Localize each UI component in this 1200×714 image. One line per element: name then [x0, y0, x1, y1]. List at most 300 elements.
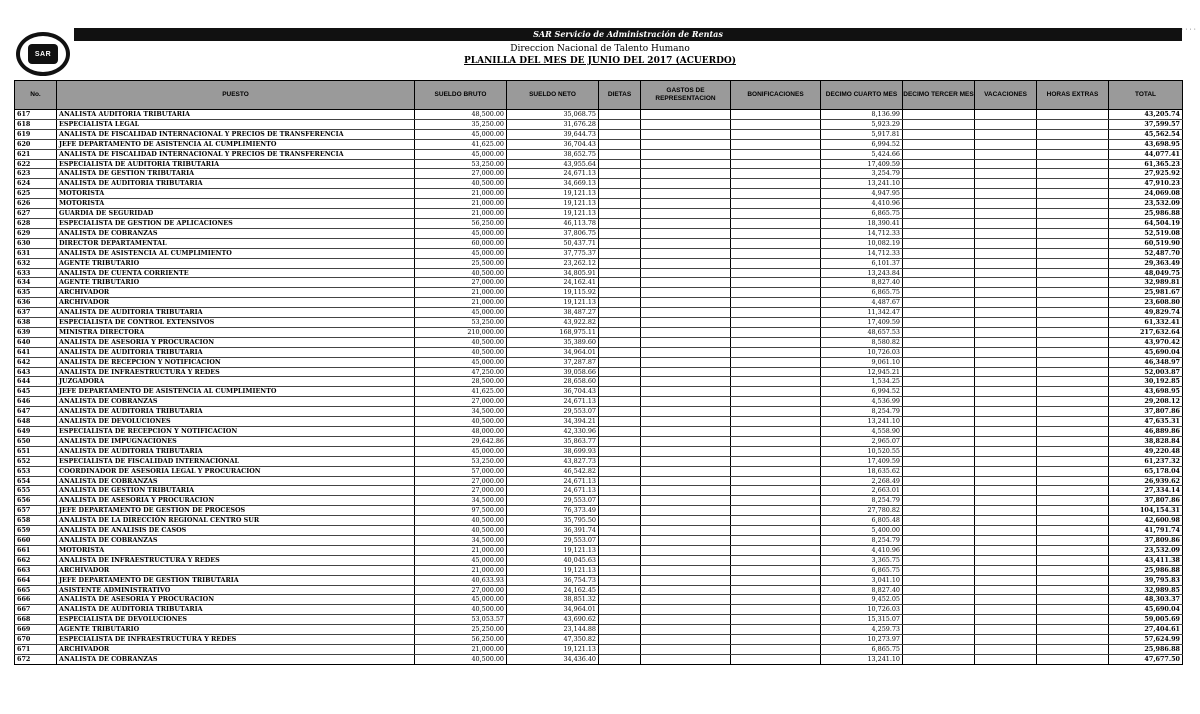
row-total: 45,690.04	[1109, 605, 1183, 615]
row-sueldo-neto: 31,676.28	[507, 119, 599, 129]
row-decimo-tercer	[903, 496, 975, 506]
row-horas-extras	[1037, 545, 1109, 555]
row-gastos-representacion	[641, 228, 731, 238]
row-total: 43,698.95	[1109, 139, 1183, 149]
row-bonificaciones	[731, 535, 821, 545]
row-bonificaciones	[731, 644, 821, 654]
row-sueldo-bruto: 21,000.00	[415, 199, 507, 209]
row-total: 43,205.74	[1109, 110, 1183, 120]
row-sueldo-bruto: 27,000.00	[415, 486, 507, 496]
row-number: 640	[15, 337, 57, 347]
row-number: 650	[15, 436, 57, 446]
row-bonificaciones	[731, 318, 821, 328]
row-dietas	[599, 347, 641, 357]
row-sueldo-neto: 47,350.82	[507, 635, 599, 645]
row-gastos-representacion	[641, 407, 731, 417]
row-dietas	[599, 496, 641, 506]
row-gastos-representacion	[641, 654, 731, 664]
row-bonificaciones	[731, 565, 821, 575]
row-puesto: ANALISTA DE COBRANZAS	[57, 397, 415, 407]
row-bonificaciones	[731, 308, 821, 318]
row-sueldo-neto: 29,553.07	[507, 535, 599, 545]
row-decimo-cuarto: 5,424.66	[821, 149, 903, 159]
row-dietas	[599, 248, 641, 258]
row-sueldo-bruto: 45,000.00	[415, 555, 507, 565]
row-vacaciones	[975, 298, 1037, 308]
row-decimo-cuarto: 4,947.95	[821, 189, 903, 199]
row-decimo-tercer	[903, 427, 975, 437]
row-horas-extras	[1037, 605, 1109, 615]
row-dietas	[599, 397, 641, 407]
row-puesto: AGENTE TRIBUTARIO	[57, 258, 415, 268]
row-total: 52,003.87	[1109, 367, 1183, 377]
row-total: 25,986.88	[1109, 565, 1183, 575]
row-gastos-representacion	[641, 506, 731, 516]
row-horas-extras	[1037, 149, 1109, 159]
row-puesto: ANALISTA DE RECEPCION Y NOTIFICACION	[57, 357, 415, 367]
table-row	[15, 149, 1183, 159]
row-bonificaciones	[731, 466, 821, 476]
row-number: 660	[15, 535, 57, 545]
table-row	[15, 595, 1183, 605]
row-decimo-tercer	[903, 357, 975, 367]
row-vacaciones	[975, 347, 1037, 357]
row-dietas	[599, 119, 641, 129]
row-number: 635	[15, 288, 57, 298]
row-decimo-cuarto: 4,410.96	[821, 199, 903, 209]
row-puesto: ANALISTA DE COBRANZAS	[57, 535, 415, 545]
row-decimo-tercer	[903, 555, 975, 565]
row-decimo-cuarto: 11,342.47	[821, 308, 903, 318]
row-dietas	[599, 466, 641, 476]
row-total: 44,077.41	[1109, 149, 1183, 159]
table-row	[15, 189, 1183, 199]
row-vacaciones	[975, 605, 1037, 615]
col-header-total: TOTAL	[1109, 81, 1183, 110]
row-dietas	[599, 238, 641, 248]
row-total: 25,981.67	[1109, 288, 1183, 298]
row-gastos-representacion	[641, 327, 731, 337]
row-decimo-cuarto: 48,657.53	[821, 327, 903, 337]
row-decimo-cuarto: 8,827.40	[821, 585, 903, 595]
row-vacaciones	[975, 407, 1037, 417]
row-dietas	[599, 367, 641, 377]
row-number: 661	[15, 545, 57, 555]
row-sueldo-neto: 19,121.13	[507, 189, 599, 199]
table-row	[15, 585, 1183, 595]
row-puesto: ANALISTA DE ASESORIA Y PROCURACION	[57, 337, 415, 347]
row-sueldo-neto: 19,121.13	[507, 644, 599, 654]
row-sueldo-bruto: 27,000.00	[415, 585, 507, 595]
row-decimo-tercer	[903, 367, 975, 377]
row-sueldo-neto: 19,121.13	[507, 209, 599, 219]
row-puesto: ANALISTA DE CUENTA CORRIENTE	[57, 268, 415, 278]
row-sueldo-neto: 43,922.82	[507, 318, 599, 328]
row-dietas	[599, 516, 641, 526]
row-decimo-cuarto: 5,917.81	[821, 129, 903, 139]
row-decimo-cuarto: 10,520.55	[821, 446, 903, 456]
row-decimo-cuarto: 4,536.99	[821, 397, 903, 407]
row-sueldo-bruto: 35,250.00	[415, 119, 507, 129]
row-sueldo-bruto: 45,000.00	[415, 228, 507, 238]
row-decimo-tercer	[903, 605, 975, 615]
row-horas-extras	[1037, 129, 1109, 139]
row-dietas	[599, 417, 641, 427]
row-puesto: ARCHIVADOR	[57, 565, 415, 575]
row-number: 638	[15, 318, 57, 328]
row-decimo-cuarto: 3,041.10	[821, 575, 903, 585]
row-gastos-representacion	[641, 199, 731, 209]
row-sueldo-neto: 36,704.43	[507, 139, 599, 149]
row-vacaciones	[975, 308, 1037, 318]
row-dietas	[599, 169, 641, 179]
row-sueldo-neto: 23,262.12	[507, 258, 599, 268]
row-bonificaciones	[731, 436, 821, 446]
row-horas-extras	[1037, 278, 1109, 288]
table-row	[15, 456, 1183, 466]
row-decimo-tercer	[903, 337, 975, 347]
col-header-decimo-cuarto: DECIMO CUARTO MES	[821, 81, 903, 110]
row-decimo-cuarto: 2,965.07	[821, 436, 903, 446]
table-row	[15, 635, 1183, 645]
row-gastos-representacion	[641, 397, 731, 407]
row-horas-extras	[1037, 456, 1109, 466]
row-decimo-cuarto: 6,994.52	[821, 139, 903, 149]
row-decimo-cuarto: 13,241.10	[821, 179, 903, 189]
row-vacaciones	[975, 555, 1037, 565]
row-vacaciones	[975, 427, 1037, 437]
table-row	[15, 209, 1183, 219]
row-vacaciones	[975, 327, 1037, 337]
row-vacaciones	[975, 387, 1037, 397]
row-decimo-tercer	[903, 347, 975, 357]
row-total: 25,986.88	[1109, 209, 1183, 219]
row-decimo-cuarto: 4,487.67	[821, 298, 903, 308]
row-decimo-cuarto: 10,726.03	[821, 347, 903, 357]
row-dietas	[599, 486, 641, 496]
row-decimo-cuarto: 18,635.62	[821, 466, 903, 476]
row-vacaciones	[975, 129, 1037, 139]
row-dietas	[599, 189, 641, 199]
row-total: 52,519.08	[1109, 228, 1183, 238]
row-sueldo-bruto: 21,000.00	[415, 565, 507, 575]
row-bonificaciones	[731, 456, 821, 466]
row-number: 649	[15, 427, 57, 437]
table-row	[15, 545, 1183, 555]
row-sueldo-neto: 38,699.93	[507, 446, 599, 456]
row-dietas	[599, 595, 641, 605]
row-gastos-representacion	[641, 526, 731, 536]
row-decimo-cuarto: 2,268.49	[821, 476, 903, 486]
row-vacaciones	[975, 278, 1037, 288]
row-bonificaciones	[731, 258, 821, 268]
row-gastos-representacion	[641, 159, 731, 169]
row-vacaciones	[975, 615, 1037, 625]
col-header-puesto: PUESTO	[57, 81, 415, 110]
row-puesto: COORDINADOR DE ASESORIA LEGAL Y PROCURACION	[57, 466, 415, 476]
row-decimo-cuarto: 4,410.96	[821, 545, 903, 555]
row-horas-extras	[1037, 486, 1109, 496]
row-vacaciones	[975, 318, 1037, 328]
row-gastos-representacion	[641, 615, 731, 625]
table-row	[15, 159, 1183, 169]
row-gastos-representacion	[641, 496, 731, 506]
row-decimo-tercer	[903, 179, 975, 189]
row-sueldo-neto: 19,121.13	[507, 199, 599, 209]
table-row	[15, 169, 1183, 179]
row-sueldo-neto: 23,144.88	[507, 625, 599, 635]
row-sueldo-bruto: 29,642.86	[415, 436, 507, 446]
row-bonificaciones	[731, 595, 821, 605]
row-sueldo-neto: 34,436.40	[507, 654, 599, 664]
row-bonificaciones	[731, 625, 821, 635]
row-bonificaciones	[731, 347, 821, 357]
row-horas-extras	[1037, 228, 1109, 238]
row-horas-extras	[1037, 644, 1109, 654]
row-decimo-cuarto: 14,712.33	[821, 228, 903, 238]
row-dietas	[599, 654, 641, 664]
row-vacaciones	[975, 337, 1037, 347]
row-decimo-tercer	[903, 228, 975, 238]
row-puesto: ESPECIALISTA DE RECEPCION Y NOTIFICACION	[57, 427, 415, 437]
row-horas-extras	[1037, 565, 1109, 575]
row-decimo-tercer	[903, 169, 975, 179]
row-gastos-representacion	[641, 357, 731, 367]
row-decimo-tercer	[903, 615, 975, 625]
row-total: 49,220.48	[1109, 446, 1183, 456]
row-puesto: ANALISTA DE INFRAESTRUCTURA Y REDES	[57, 555, 415, 565]
row-vacaciones	[975, 506, 1037, 516]
row-vacaciones	[975, 288, 1037, 298]
table-row	[15, 427, 1183, 437]
row-dietas	[599, 506, 641, 516]
row-decimo-tercer	[903, 635, 975, 645]
row-sueldo-neto: 19,121.13	[507, 545, 599, 555]
row-gastos-representacion	[641, 555, 731, 565]
row-total: 43,698.95	[1109, 387, 1183, 397]
row-dietas	[599, 615, 641, 625]
sar-logo	[16, 32, 70, 76]
row-total: 43,970.42	[1109, 337, 1183, 347]
row-decimo-cuarto: 27,780.82	[821, 506, 903, 516]
row-horas-extras	[1037, 258, 1109, 268]
table-row	[15, 228, 1183, 238]
row-dietas	[599, 456, 641, 466]
row-total: 52,487.70	[1109, 248, 1183, 258]
row-gastos-representacion	[641, 189, 731, 199]
row-number: 659	[15, 526, 57, 536]
row-sueldo-neto: 35,389.60	[507, 337, 599, 347]
row-number: 652	[15, 456, 57, 466]
row-decimo-tercer	[903, 139, 975, 149]
row-gastos-representacion	[641, 169, 731, 179]
row-total: 38,828.84	[1109, 436, 1183, 446]
table-row	[15, 357, 1183, 367]
row-decimo-tercer	[903, 119, 975, 129]
row-decimo-cuarto: 3,254.79	[821, 169, 903, 179]
row-sueldo-neto: 43,690.62	[507, 615, 599, 625]
row-gastos-representacion	[641, 278, 731, 288]
row-vacaciones	[975, 238, 1037, 248]
row-sueldo-bruto: 34,500.00	[415, 496, 507, 506]
row-decimo-tercer	[903, 545, 975, 555]
banner-title: SAR Servicio de Administración de Rentas	[533, 29, 723, 39]
row-puesto: ARCHIVADOR	[57, 298, 415, 308]
row-horas-extras	[1037, 466, 1109, 476]
row-horas-extras	[1037, 635, 1109, 645]
row-bonificaciones	[731, 248, 821, 258]
row-horas-extras	[1037, 506, 1109, 516]
row-bonificaciones	[731, 327, 821, 337]
row-sueldo-bruto: 45,000.00	[415, 308, 507, 318]
row-vacaciones	[975, 535, 1037, 545]
row-bonificaciones	[731, 149, 821, 159]
row-gastos-representacion	[641, 387, 731, 397]
row-sueldo-bruto: 21,000.00	[415, 288, 507, 298]
table-row	[15, 238, 1183, 248]
row-decimo-tercer	[903, 466, 975, 476]
table-body	[15, 110, 1183, 665]
row-decimo-cuarto: 14,712.33	[821, 248, 903, 258]
row-bonificaciones	[731, 179, 821, 189]
row-decimo-tercer	[903, 268, 975, 278]
row-vacaciones	[975, 149, 1037, 159]
row-horas-extras	[1037, 337, 1109, 347]
row-puesto: JEFE DEPARTAMENTO DE GESTION TRIBUTARIA	[57, 575, 415, 585]
row-decimo-cuarto: 9,452.05	[821, 595, 903, 605]
row-sueldo-neto: 24,162.45	[507, 585, 599, 595]
row-puesto: ESPECIALISTA DE DEVOLUCIONES	[57, 615, 415, 625]
row-total: 37,809.86	[1109, 535, 1183, 545]
direccion-title: Direccion Nacional de Talento Humano	[510, 44, 690, 54]
row-sueldo-neto: 34,669.13	[507, 179, 599, 189]
row-horas-extras	[1037, 367, 1109, 377]
row-vacaciones	[975, 625, 1037, 635]
table-row	[15, 248, 1183, 258]
row-decimo-cuarto: 9,061.10	[821, 357, 903, 367]
row-dietas	[599, 644, 641, 654]
row-puesto: ESPECIALISTA DE AUDITORIA TRIBUTARIA	[57, 159, 415, 169]
row-total: 64,504.19	[1109, 218, 1183, 228]
row-sueldo-neto: 34,964.01	[507, 347, 599, 357]
row-number: 636	[15, 298, 57, 308]
row-bonificaciones	[731, 139, 821, 149]
row-horas-extras	[1037, 159, 1109, 169]
row-horas-extras	[1037, 516, 1109, 526]
row-gastos-representacion	[641, 347, 731, 357]
table-row	[15, 506, 1183, 516]
row-decimo-tercer	[903, 248, 975, 258]
row-gastos-representacion	[641, 337, 731, 347]
row-gastos-representacion	[641, 427, 731, 437]
row-bonificaciones	[731, 367, 821, 377]
row-decimo-cuarto: 8,580.82	[821, 337, 903, 347]
row-gastos-representacion	[641, 248, 731, 258]
row-sueldo-bruto: 45,000.00	[415, 595, 507, 605]
col-header-gastos-representacion: GASTOS DE REPRESENTACION	[641, 81, 731, 110]
row-dietas	[599, 139, 641, 149]
row-total: 27,925.92	[1109, 169, 1183, 179]
row-decimo-cuarto: 5,923.29	[821, 119, 903, 129]
row-sueldo-neto: 29,553.07	[507, 407, 599, 417]
row-total: 26,939.62	[1109, 476, 1183, 486]
row-gastos-representacion	[641, 129, 731, 139]
row-sueldo-bruto: 40,500.00	[415, 179, 507, 189]
row-sueldo-neto: 50,437.71	[507, 238, 599, 248]
row-gastos-representacion	[641, 110, 731, 120]
row-bonificaciones	[731, 545, 821, 555]
row-puesto: ANALISTA AUDITORIA TRIBUTARIA	[57, 110, 415, 120]
col-header-horas-extras: HORAS EXTRAS	[1037, 81, 1109, 110]
row-decimo-tercer	[903, 397, 975, 407]
row-bonificaciones	[731, 159, 821, 169]
row-bonificaciones	[731, 357, 821, 367]
row-number: 662	[15, 555, 57, 565]
row-puesto: ANALISTA DE DEVOLUCIONES	[57, 417, 415, 427]
row-number: 624	[15, 179, 57, 189]
row-decimo-cuarto: 17,409.59	[821, 318, 903, 328]
table-row	[15, 605, 1183, 615]
row-decimo-tercer	[903, 625, 975, 635]
table-row	[15, 139, 1183, 149]
row-number: 657	[15, 506, 57, 516]
table-row	[15, 110, 1183, 120]
row-number: 643	[15, 367, 57, 377]
row-dietas	[599, 407, 641, 417]
row-dietas	[599, 298, 641, 308]
row-number: 655	[15, 486, 57, 496]
row-vacaciones	[975, 248, 1037, 258]
row-sueldo-bruto: 57,000.00	[415, 466, 507, 476]
row-vacaciones	[975, 466, 1037, 476]
row-sueldo-neto: 43,827.73	[507, 456, 599, 466]
row-total: 29,363.49	[1109, 258, 1183, 268]
row-decimo-cuarto: 2,663.01	[821, 486, 903, 496]
table-row	[15, 347, 1183, 357]
row-dietas	[599, 228, 641, 238]
row-bonificaciones	[731, 615, 821, 625]
row-decimo-tercer	[903, 654, 975, 664]
row-gastos-representacion	[641, 486, 731, 496]
row-sueldo-bruto: 56,250.00	[415, 635, 507, 645]
row-sueldo-bruto: 40,500.00	[415, 605, 507, 615]
row-sueldo-bruto: 48,500.00	[415, 110, 507, 120]
row-sueldo-neto: 38,487.27	[507, 308, 599, 318]
row-number: 618	[15, 119, 57, 129]
row-decimo-cuarto: 18,390.41	[821, 218, 903, 228]
row-decimo-tercer	[903, 159, 975, 169]
table-row	[15, 526, 1183, 536]
row-puesto: ESPECIALISTA DE INFRAESTRUCTURA Y REDES	[57, 635, 415, 645]
row-puesto: ESPECIALISTA DE GESTION DE APLICACIONES	[57, 218, 415, 228]
row-decimo-tercer	[903, 535, 975, 545]
col-header-sueldo-neto: SUELDO NETO	[507, 81, 599, 110]
row-bonificaciones	[731, 268, 821, 278]
row-vacaciones	[975, 119, 1037, 129]
row-number: 658	[15, 516, 57, 526]
table-row	[15, 417, 1183, 427]
row-horas-extras	[1037, 585, 1109, 595]
row-dietas	[599, 209, 641, 219]
row-dietas	[599, 545, 641, 555]
row-horas-extras	[1037, 189, 1109, 199]
row-gastos-representacion	[641, 298, 731, 308]
row-sueldo-neto: 35,795.50	[507, 516, 599, 526]
row-puesto: ANALISTA DE COBRANZAS	[57, 476, 415, 486]
row-sueldo-neto: 37,775.37	[507, 248, 599, 258]
row-decimo-tercer	[903, 149, 975, 159]
row-sueldo-bruto: 47,250.00	[415, 367, 507, 377]
